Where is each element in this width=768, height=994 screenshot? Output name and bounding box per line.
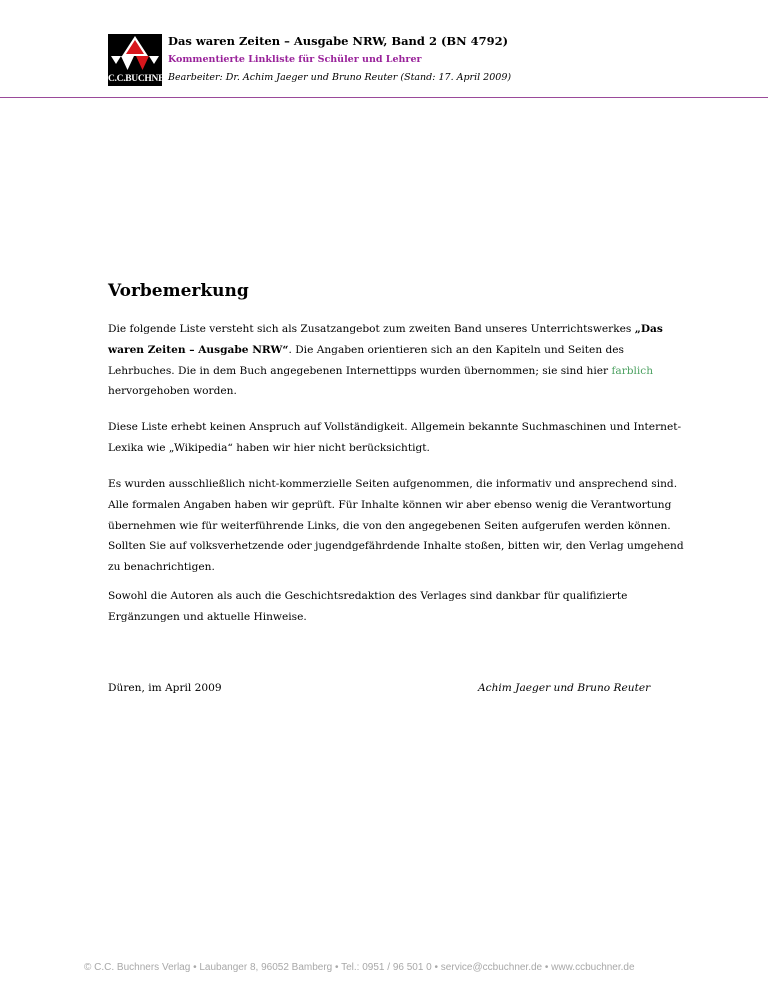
document-subtitle: Kommentierte Linkliste für Schüler und Lehrer <box>168 54 422 65</box>
paragraph-disclaimer: Es wurden ausschließlich nicht-kommerzielle Seiten aufgenommen, die informativ und ansprechend sind. Alle formalen Angaben haben wir geprüft. Für Inhalte können wir aber ebenso wenig die Verantwortung übernehmen wie für weiterführende Links, die von den angegebenen Seiten aufgerufen werden können. Sollten Sie auf volksverhetzende oder jugendgefährdende Inhalte stoßen, bitten wir, den Verlag umgehend zu benachrichtigen. <box>108 478 684 574</box>
paragraph-intro <box>108 319 688 402</box>
paragraph-intro-text-2: . Die Angaben orientieren sich an den Kapiteln und Seiten des Lehrbuches. Die in dem Buch angegebenen Internettipps wurden übernommen; sie sind hier <box>108 343 624 377</box>
signature: Achim Jaeger und Bruno Reuter <box>478 682 651 694</box>
accent-word: farblich <box>611 364 654 377</box>
logo-text: C.C.BUCHNER <box>108 74 171 84</box>
logo-triangles-icon <box>108 34 162 74</box>
publisher-logo <box>108 34 171 86</box>
paragraph-feedback: Sowohl die Autoren als auch die Geschichtsredaktion des Verlages sind dankbar für qualifizierte Ergänzungen und aktuelle Hinweise. <box>108 590 628 623</box>
document-title: Das waren Zeiten – Ausgabe NRW, Band 2 (BN 4792) <box>168 34 509 48</box>
paragraph-completeness: Diese Liste erhebt keinen Anspruch auf Vollständigkeit. Allgemein bekannte Suchmaschinen und Internet-Lexika wie „Wikipedia“ haben wir hier nicht berücksichtigt. <box>108 421 682 454</box>
section-heading: Vorbemerkung <box>108 281 249 301</box>
paragraph-intro-text-3: hervorgehoben worden. <box>108 385 237 398</box>
place-date: Düren, im April 2009 <box>108 682 222 694</box>
header-divider <box>0 97 768 98</box>
page-footer: © C.C. Buchners Verlag • Laubanger 8, 96052 Bamberg • Tel.: 0951 / 96 501 0 • service@ccbuchner.de • www.ccbuchner.de <box>84 962 635 973</box>
book-title: „Das waren Zeiten – Ausgabe NRW“ <box>108 323 663 356</box>
paragraph-intro-text-1: Die folgende Liste versteht sich als Zusatzangebot zum zweiten Band unseres Unterrichtswerkes <box>108 323 635 335</box>
document-editors: Bearbeiter: Dr. Achim Jaeger und Bruno Reuter (Stand: 17. April 2009) <box>168 72 512 83</box>
